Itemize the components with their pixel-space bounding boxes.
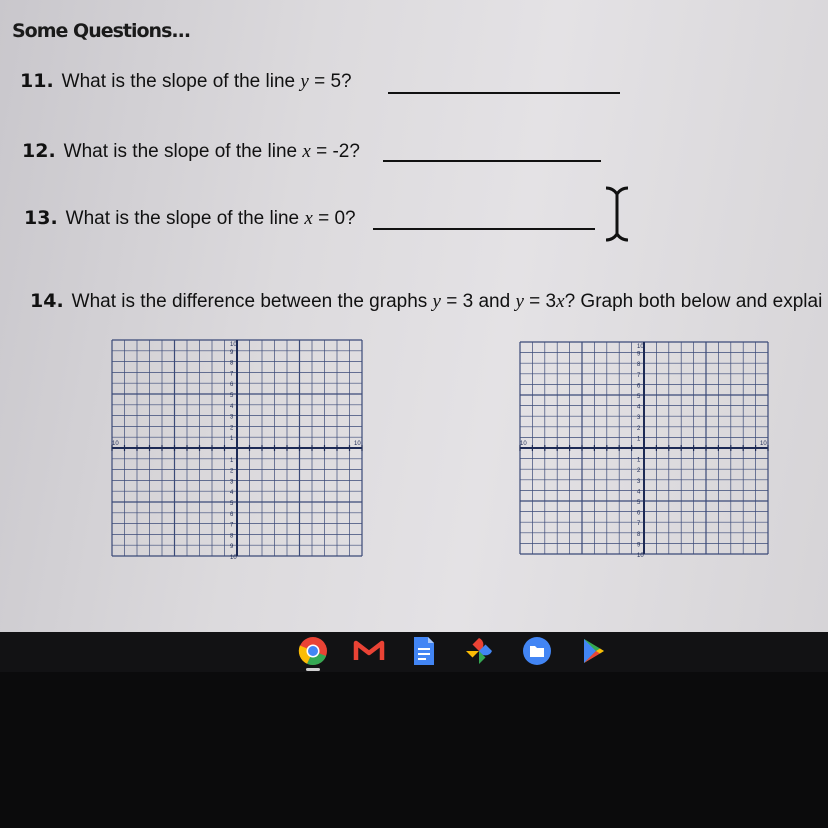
chrome-icon[interactable] xyxy=(296,634,330,668)
y-tick-label: 4 xyxy=(230,490,234,497)
y-tick-label: 8 xyxy=(230,533,234,540)
x-tick-label: 10 xyxy=(112,441,119,447)
y-tick-label: 1 xyxy=(637,436,641,443)
x-tick-label: 10 xyxy=(354,441,361,447)
y-tick-label: 9 xyxy=(230,349,234,356)
y-tick-label: 9 xyxy=(637,351,641,358)
y-tick-label: 6 xyxy=(637,383,641,390)
photos-icon[interactable] xyxy=(462,634,496,668)
y-tick-label: 2 xyxy=(230,425,234,432)
question-14: 14. What is the difference between the graphs y = 3 and y = 3x? Graph both below and explai xyxy=(30,290,823,312)
y-tick-label: 4 xyxy=(637,404,641,411)
question-11: 11. What is the slope of the line y = 5? xyxy=(20,70,352,92)
answer-line-11[interactable] xyxy=(388,92,620,94)
y-tick-label: 1 xyxy=(230,457,234,464)
gmail-icon[interactable] xyxy=(352,634,386,668)
y-tick-label: 10 xyxy=(637,344,644,350)
play-store-icon[interactable] xyxy=(576,634,610,668)
text-cursor-icon xyxy=(600,182,634,246)
y-tick-label: 8 xyxy=(637,362,641,369)
y-tick-label: 3 xyxy=(230,414,234,421)
y-tick-label: 5 xyxy=(230,393,234,399)
y-tick-label: 6 xyxy=(230,382,234,389)
y-tick-label: 4 xyxy=(637,489,641,496)
y-tick-label: 7 xyxy=(637,372,641,379)
question-13: 13. What is the slope of the line x = 0? xyxy=(24,207,356,229)
y-tick-label: 6 xyxy=(637,510,641,517)
docs-icon[interactable] xyxy=(406,634,440,668)
y-tick-label: 8 xyxy=(230,360,234,367)
y-tick-label: 1 xyxy=(637,457,641,464)
coordinate-grid-right[interactable] xyxy=(520,342,768,559)
y-tick-label: 3 xyxy=(230,479,234,486)
y-tick-label: 2 xyxy=(230,468,234,475)
y-tick-label: 2 xyxy=(637,468,641,475)
y-tick-label: 5 xyxy=(637,394,641,400)
y-tick-label: 6 xyxy=(230,511,234,518)
question-12: 12. What is the slope of the line x = -2? xyxy=(22,140,360,162)
y-tick-label: 10 xyxy=(230,555,237,561)
coordinate-grid-left[interactable] xyxy=(112,340,362,561)
worksheet-title: Some Questions... xyxy=(12,20,191,42)
y-tick-label: 7 xyxy=(230,522,234,529)
answer-line-12[interactable] xyxy=(383,160,601,162)
y-tick-label: 4 xyxy=(230,403,234,410)
chrome-running-indicator xyxy=(306,668,320,671)
y-tick-label: 3 xyxy=(637,478,641,485)
answer-line-13[interactable] xyxy=(373,228,595,230)
y-tick-label: 10 xyxy=(637,553,644,559)
y-tick-label: 10 xyxy=(230,342,237,348)
y-tick-label: 2 xyxy=(637,425,641,432)
y-tick-label: 5 xyxy=(230,501,234,507)
y-tick-label: 1 xyxy=(230,436,234,443)
y-tick-label: 8 xyxy=(637,531,641,538)
y-tick-label: 5 xyxy=(637,500,641,506)
y-tick-label: 3 xyxy=(637,415,641,422)
files-icon[interactable] xyxy=(520,634,554,668)
y-tick-label: 9 xyxy=(637,542,641,549)
y-tick-label: 9 xyxy=(230,544,234,551)
y-tick-label: 7 xyxy=(637,521,641,528)
y-tick-label: 7 xyxy=(230,371,234,378)
x-tick-label: 10 xyxy=(520,441,527,447)
x-tick-label: 10 xyxy=(760,441,767,447)
